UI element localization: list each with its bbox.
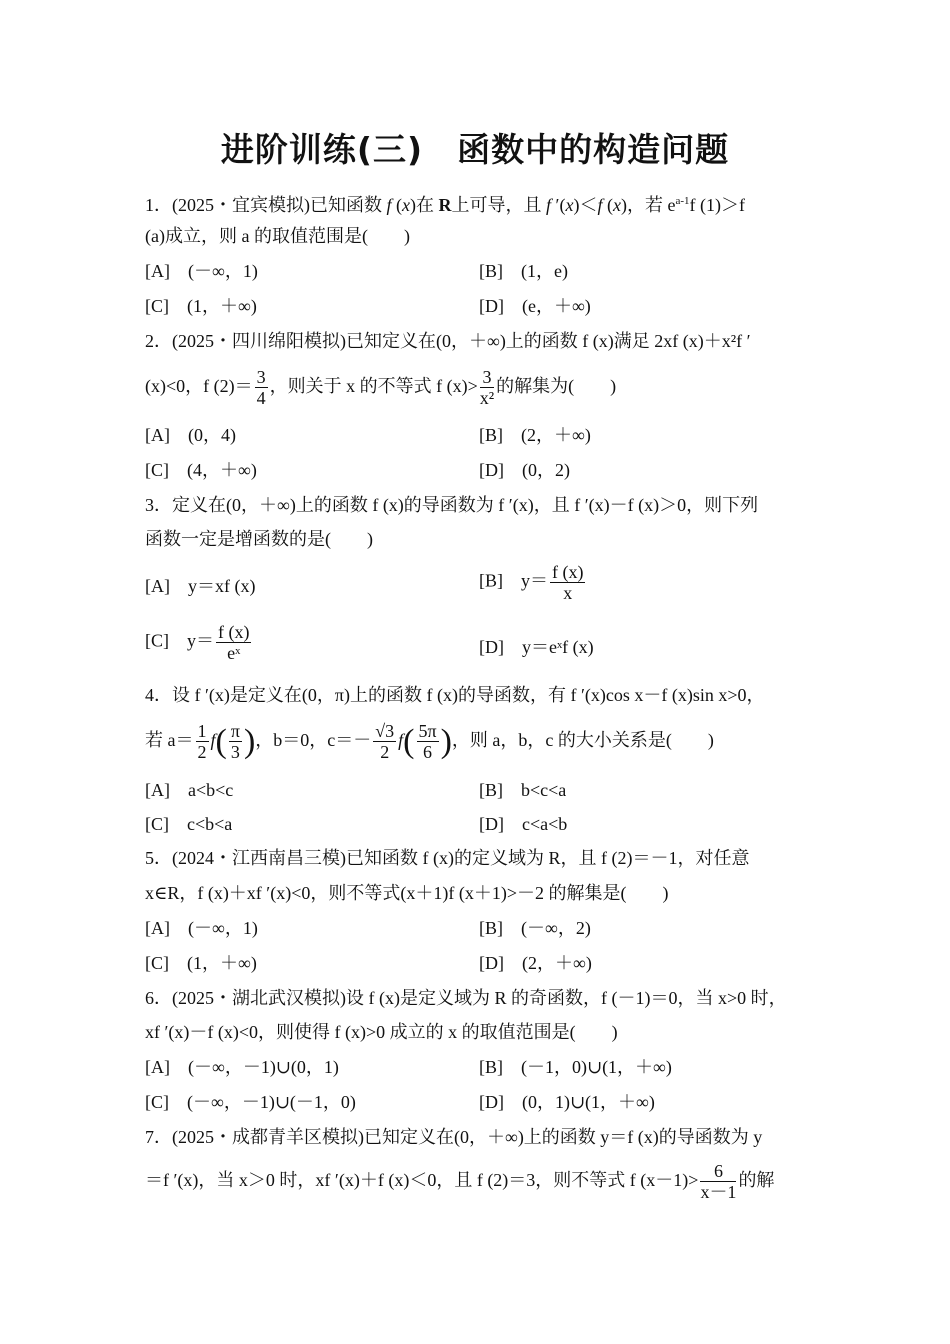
page-title: 进阶训练(三) 函数中的构造问题	[220, 130, 730, 169]
q6-option-b[interactable]: [B] (－1，0)∪(1，＋∞)	[479, 1057, 672, 1077]
q3-option-b-fraction	[550, 562, 585, 603]
q4-pi3-num: π	[230, 721, 240, 742]
q2-frac2-den: x²	[479, 388, 495, 409]
q7-text-b: 的解	[738, 1170, 775, 1190]
q3-option-c-label: [C] y＝	[145, 630, 214, 651]
q4-5pi6-num: 5π	[418, 721, 437, 742]
q2-option-c[interactable]: [C] (4，＋∞)	[145, 460, 257, 480]
q1-text-b: 在	[416, 195, 435, 215]
q2-line2	[145, 364, 810, 408]
q5-line1: 5．(2024・江西南昌三模)已知函数 f (x)的定义域为 R，且 f (2)＝－1，对任意	[145, 848, 750, 868]
q3-option-a[interactable]: [A] y＝xf (x)	[145, 576, 256, 596]
q2-fraction-value	[255, 367, 268, 408]
q1-option-b[interactable]: [B] (1，e)	[479, 261, 568, 281]
q3-option-b[interactable]	[479, 562, 587, 603]
q2-frac1-num: 3	[256, 367, 266, 388]
q2-option-d[interactable]: [D] (0，2)	[479, 460, 570, 480]
q3-option-c-fraction	[216, 622, 251, 663]
q1-text-c: 上可导，且	[451, 195, 542, 215]
q7-frac-num: 6	[700, 1161, 736, 1182]
q4-line1: 4．设 f ′(x)是定义在(0，π)上的函数 f (x)的导函数，有 f ′(x)cos x－f (x)sin x>0，	[145, 685, 765, 705]
q3-option-c-num: f (x)	[218, 622, 250, 642]
q1-line1: 1．(2025・宜宾模拟)已知函数 f (x)在 R上可导，且 f ′(x)＜f (x)，若 $e^{a-1}f$ (1)＞f	[145, 195, 746, 215]
q4-pi3-den: 3	[230, 742, 240, 763]
q3-option-d[interactable]: [D] y＝eˣf (x)	[479, 637, 594, 657]
q2-line1: 2．(2025・四川绵阳模拟)已知定义在(0，＋∞)上的函数 f (x)满足 2xf (x)＋x²f ′	[145, 331, 751, 351]
q4-c-num: √3	[375, 721, 395, 742]
q4-f2: f	[398, 730, 404, 750]
q3-line1: 3．定义在(0，＋∞)上的函数 f (x)的导函数为 f ′(x)，且 f ′(x)－f (x)＞0，则下列	[145, 495, 759, 515]
q6-line2: xf ′(x)－f (x)<0，则使得 f (x)>0 成立的 x 的取值范围是( )	[145, 1022, 618, 1042]
q5-option-c[interactable]: [C] (1，＋∞)	[145, 953, 257, 973]
q4-fraction-c	[373, 721, 396, 762]
q2-option-b[interactable]: [B] (2，＋∞)	[479, 425, 591, 445]
q6-option-c[interactable]: [C] (－∞，－1)∪(－1，0)	[145, 1092, 356, 1112]
q4-option-a[interactable]: [A] a<b<c	[145, 780, 234, 800]
q4-c-den: 2	[380, 742, 390, 763]
q6-option-a[interactable]: [A] (－∞，－1)∪(0，1)	[145, 1057, 339, 1077]
q7-line1: 7．(2025・成都青羊区模拟)已知定义在(0，＋∞)上的函数 y＝f (x)的导函数为 y	[145, 1127, 763, 1147]
q2-text-b: ，则关于 x 的不等式 f (x)>	[269, 376, 478, 396]
q4-option-d[interactable]: [D] c<a<b	[479, 814, 568, 834]
q2-text-c: 的解集为( )	[496, 376, 617, 396]
q1-text-e: f (1)＞f	[689, 195, 746, 215]
q1-exponent: a-1	[675, 195, 690, 207]
q4-text-a: 若 a＝	[145, 730, 194, 750]
q1-text-a: 1．(2025・宜宾模拟)已知函数	[145, 195, 382, 215]
q7-line2	[145, 1158, 810, 1202]
q2-text-a: (x)<0，f (2)＝	[145, 376, 253, 396]
q7-text-a: ＝f ′(x)，当 x＞0 时，xf ′(x)＋f (x)＜0，且 f (2)＝3，则不等式 f (x－1)>	[145, 1170, 699, 1190]
q4-f1: f	[210, 730, 216, 750]
q7-fraction	[700, 1161, 736, 1202]
q1-option-d[interactable]: [D] (e，＋∞)	[479, 296, 591, 316]
q4-a-num: 1	[197, 721, 207, 742]
q1-option-c[interactable]: [C] (1，＋∞)	[145, 296, 257, 316]
q3-option-c-den: eˣ	[227, 643, 241, 663]
q4-text-c: ，b＝0，c＝－	[255, 730, 372, 750]
q3-line2: 函数一定是增函数的是( )	[145, 529, 373, 549]
q4-line2: 若 a＝ $\frac{1}{2}$ f( $\frac{\pi}{3}$ )，b＝0，c＝－ $\frac{√3}{2}$ f( $\frac{5\pi}{6}$ )，则 a，b，c 的大小关系是( )	[145, 721, 714, 763]
q3-option-c[interactable]	[145, 622, 253, 663]
q4-fraction-5pi6	[417, 721, 439, 762]
q3-option-b-label: [B] y＝	[479, 570, 548, 591]
q5-option-a[interactable]: [A] (－∞，1)	[145, 918, 258, 938]
q1-line2: (a)成立，则 a 的取值范围是( )	[145, 226, 410, 246]
q3-option-b-den: x	[563, 583, 573, 603]
q5-line2: x∈R，f (x)＋xf ′(x)<0，则不等式(x＋1)f (x＋1)>－2 的解集是( )	[145, 883, 669, 903]
q4-5pi6-den: 6	[423, 742, 433, 763]
q6-line1: 6．(2025・湖北武汉模拟)设 f (x)是定义域为 R 的奇函数，f (－1)＝0，当 x>0 时，	[145, 988, 787, 1008]
q1-text-d: ，若 e	[626, 195, 676, 215]
q3-option-b-num: f (x)	[552, 562, 584, 582]
q5-option-d[interactable]: [D] (2，＋∞)	[479, 953, 592, 973]
q4-text-e: ，则 a，b，c 的大小关系是( )	[451, 730, 714, 750]
q7-frac-den: x－1	[700, 1182, 737, 1203]
q2-fraction-rhs	[480, 367, 494, 408]
q4-fraction-pi3	[229, 721, 242, 762]
q1-option-a[interactable]: [A] (－∞，1)	[145, 261, 258, 281]
q2-frac2-num: 3	[480, 367, 494, 388]
q5-option-b[interactable]: [B] (－∞，2)	[479, 918, 591, 938]
q4-option-b[interactable]: [B] b<c<a	[479, 780, 567, 800]
q6-option-d[interactable]: [D] (0，1)∪(1，＋∞)	[479, 1092, 655, 1112]
q2-option-a[interactable]: [A] (0，4)	[145, 425, 236, 445]
q4-a-den: 2	[197, 742, 207, 763]
q4-fraction-a	[196, 721, 209, 762]
q2-frac1-den: 4	[256, 388, 266, 409]
q4-option-c[interactable]: [C] c<b<a	[145, 814, 233, 834]
q1-set-r: R	[438, 195, 452, 215]
